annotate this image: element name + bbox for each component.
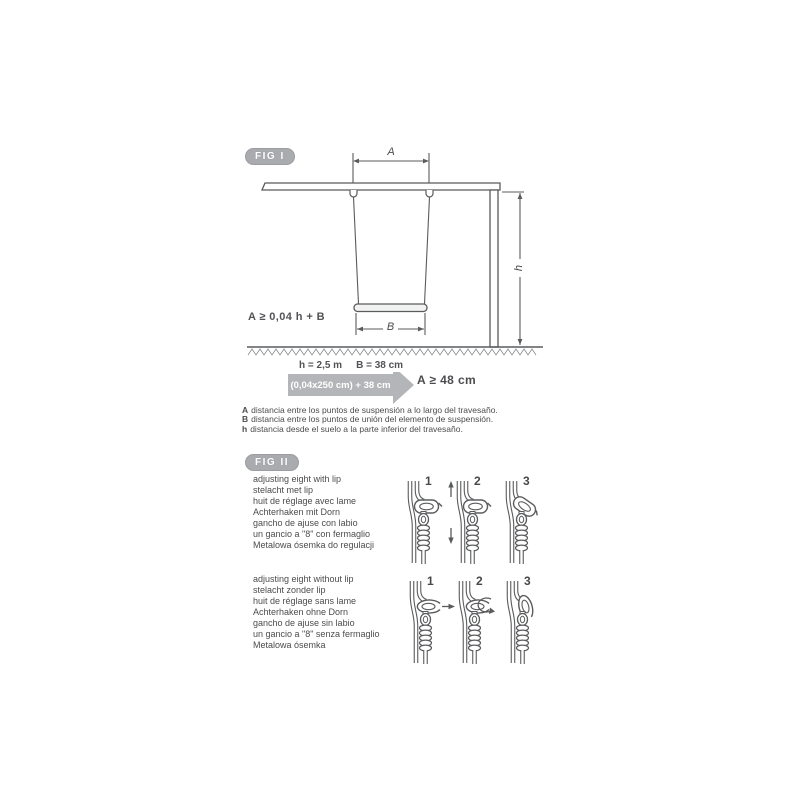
step-number: 1 (425, 474, 432, 488)
swing-diagram (240, 138, 560, 366)
text-line: Metalowa ósemka do regulacji (253, 540, 375, 550)
with-lip-step-1 (397, 472, 445, 567)
example-given-b: B = 38 cm (356, 360, 404, 371)
step-number: 1 (427, 574, 434, 588)
text-line: gancho de ajuse con labio (253, 518, 358, 528)
step-number: 2 (476, 574, 483, 588)
text-line: adjusting eight with lip (253, 474, 342, 484)
fig1-badge: FIG I (245, 148, 295, 165)
text-line: Metalowa ósemka (253, 640, 326, 650)
without-lip-step-3 (496, 572, 544, 667)
without-lip-text-block (253, 574, 379, 651)
adjusting-eight-illustration (496, 578, 544, 666)
dim-label-h: h (513, 264, 525, 272)
without-lip-step-2 (448, 572, 496, 667)
text-line: stelacht met lip (253, 485, 314, 495)
step-number: 2 (474, 474, 481, 488)
without-lip-step-1 (399, 572, 447, 667)
adjusting-eight-illustration (495, 478, 543, 566)
legend-key: h (242, 423, 248, 434)
legend-text: distancia entre los puntos de unión del elemento de suspensión. (251, 414, 494, 425)
example-given (296, 360, 406, 372)
adjusting-eight-illustration (448, 578, 496, 666)
crossbeam (262, 183, 500, 190)
suspension-hooks (350, 190, 433, 197)
example-given-h: h = 2,5 m (299, 360, 343, 371)
calculation-expression: (0,04x250 cm) + 38 cm (290, 379, 391, 391)
fig2-badge: FIG II (245, 454, 299, 471)
ground-hatch (248, 349, 536, 355)
with-lip-step-3 (495, 472, 543, 567)
legend-key: A (242, 405, 249, 415)
adjusting-eight-illustration (446, 478, 494, 566)
step-number: 3 (523, 474, 530, 488)
dimension-legend (242, 406, 498, 434)
adjusting-eight-illustration (399, 578, 447, 666)
ropes (354, 197, 430, 304)
calculation-arrow-body (288, 374, 393, 396)
dim-label-b: B (386, 321, 395, 333)
text-line: Achterhaken ohne Dorn (253, 607, 349, 617)
legend-text: distancia entre los puntos de suspensión a lo largo del travesaño. (251, 405, 498, 415)
text-line: huit de réglage sans lame (253, 596, 357, 606)
text-line: Achterhaken mit Dorn (253, 507, 341, 517)
with-lip-step-2 (446, 472, 494, 567)
text-line: stelacht zonder lip (253, 585, 326, 595)
post (490, 190, 498, 347)
text-line: gancho de ajuse sin labio (253, 618, 355, 628)
text-line: adjusting eight without lip (253, 574, 354, 584)
formula-min-spacing: A ≥ 0,04 h + B (248, 311, 325, 323)
text-line: un gancio a "8" con fermaglio (253, 529, 370, 539)
step-number: 3 (524, 574, 531, 588)
swing-seat (354, 304, 427, 312)
legend-key: B (242, 414, 249, 425)
adjusting-eight-illustration (397, 478, 445, 566)
with-lip-text-block (253, 474, 374, 551)
example-result: A ≥ 48 cm (417, 373, 477, 387)
text-line: huit de réglage avec lame (253, 496, 357, 506)
legend-row (242, 425, 498, 434)
text-line: un gancio a "8" senza fermaglio (253, 629, 380, 639)
dim-label-a: A (387, 146, 395, 158)
legend-text: distancia desde el suelo a la parte inferior del travesaño. (250, 423, 463, 434)
